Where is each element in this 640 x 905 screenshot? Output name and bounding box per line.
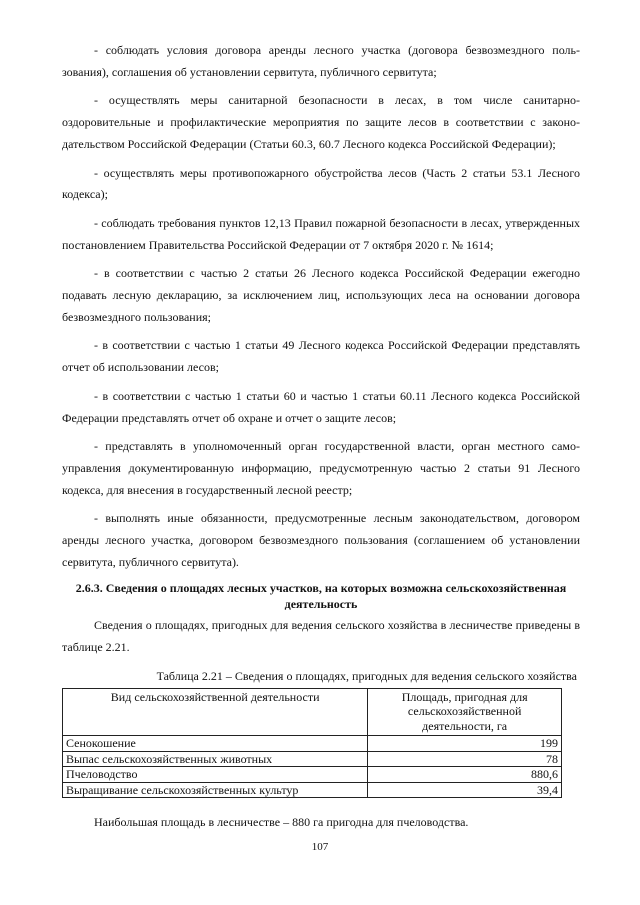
cell-area: 39,4 bbox=[368, 782, 562, 798]
section-heading: 2.6.3. Сведения о площадях лесных участков, на которых возможна сельскохозяйственная деятельность bbox=[75, 581, 567, 612]
intro-paragraph: Сведения о площадях, пригодных для ведения сельского хозяйства в лесничестве приведены в таблице 2.21. bbox=[62, 618, 580, 655]
paragraph-usage-report: - в соответствии с частью 1 статьи 49 Лесного кодекса Российской Федерации представлять отчет об использовании лесов; bbox=[62, 338, 580, 375]
cell-area: 199 bbox=[368, 736, 562, 752]
header-area: Площадь, пригодная для сельскохозяйственной деятельности, га bbox=[368, 688, 562, 736]
table-row bbox=[63, 736, 562, 752]
cell-activity: Пчеловодство bbox=[63, 767, 368, 783]
agriculture-area-table bbox=[62, 688, 562, 799]
paragraph-protection-report: - в соответствии с частью 1 статьи 60 и частью 1 статьи 60.11 Лесного кодекса Российской Федерации представлять отчет об охране и отчет о защите лесов; bbox=[62, 388, 580, 425]
cell-area: 880,6 bbox=[368, 767, 562, 783]
paragraph-sanitary-safety: - осуществлять меры санитарной безопасности в лесах, в том числе санитарно-оздоровительные и профилактические мероприятия по защите лесов в соответствии с законодательством Российской Федерации (Статьи 60.3, 60.7 Лесного кодекса Российской Федерации); bbox=[62, 93, 580, 151]
page-number: 107 bbox=[311, 841, 329, 853]
conclusion-paragraph: Наибольшая площадь в лесничестве – 880 га пригодна для пчеловодства. bbox=[94, 815, 469, 830]
paragraph-forest-declaration: - в соответствии с частью 2 статьи 26 Лесного кодекса Российской Федерации ежегодно подавать лесную декларацию, за исключением лиц, использующих леса на основании договора безвозмездного пользования; bbox=[62, 266, 580, 324]
paragraph-fire-rules: - соблюдать требования пунктов 12,13 Правил пожарной безопасности в лесах, утвержденных постановлением Правительства Российской Федерации от 7 октября 2020 г. № 1614; bbox=[62, 215, 580, 252]
cell-activity: Выращивание сельскохозяйственных культур bbox=[63, 782, 368, 798]
paragraph-other-duties: - выполнять иные обязанности, предусмотренные лесным законодательством, договором аренды лесного участка, договором безвозмездного пользования (соглашением об установлении сервитута, публичного сервитута). bbox=[62, 511, 580, 569]
paragraph-fire-prevention: - осуществлять меры противопожарного обустройства лесов (Часть 2 статьи 53.1 Лесного кодекса); bbox=[62, 165, 580, 202]
table-row bbox=[63, 782, 562, 798]
document-page bbox=[62, 40, 580, 832]
table-header-row bbox=[63, 688, 562, 736]
table-row bbox=[63, 751, 562, 767]
cell-activity: Сенокошение bbox=[63, 736, 368, 752]
paragraph-lease-terms: - соблюдать условия договора аренды лесного участка (договора безвозмездного пользования), соглашения об установлении сервитута, публичного сервитута; bbox=[62, 43, 580, 79]
header-activity: Вид сельскохозяйственной деятельности bbox=[63, 688, 368, 736]
table-caption: Таблица 2.21 – Сведения о площадях, пригодных для ведения сельского хозяйства bbox=[156, 668, 577, 683]
table-row bbox=[63, 767, 562, 783]
cell-activity: Выпас сельскохозяйственных животных bbox=[63, 751, 368, 767]
cell-area: 78 bbox=[368, 751, 562, 767]
paragraph-registry-info: - представлять в уполномоченный орган государственной власти, орган местного самоуправления документированную информацию, предусмотренную частью 2 статьи 91 Лесного кодекса, для внесения в государственный лесной реестр; bbox=[62, 439, 580, 497]
